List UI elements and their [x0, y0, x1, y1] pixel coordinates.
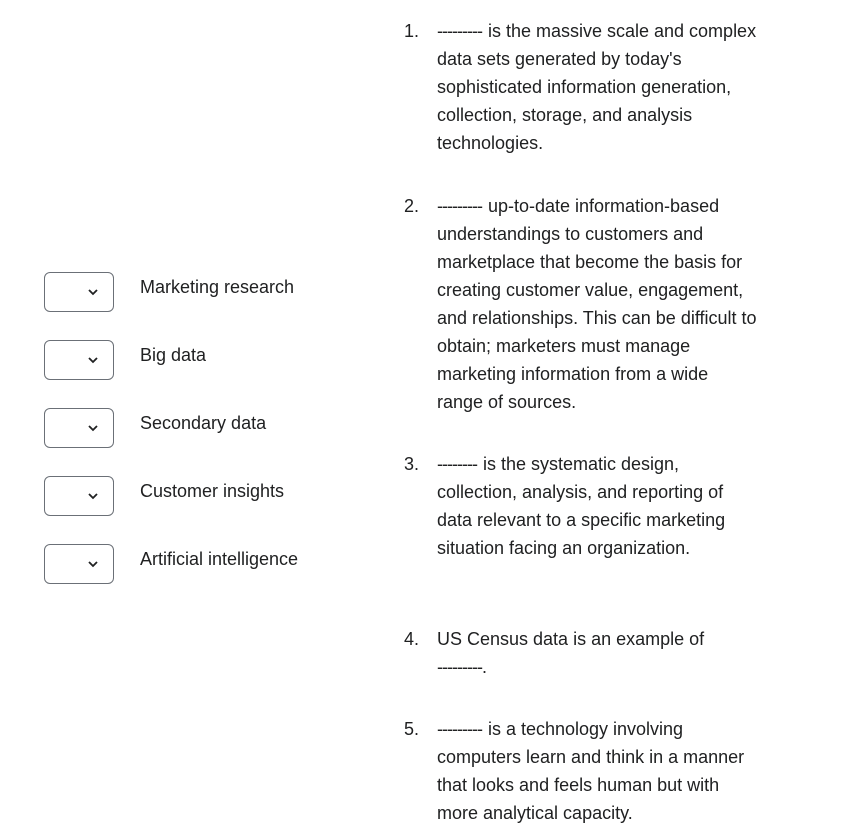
answer-select-customer-insights[interactable] — [44, 476, 114, 516]
answer-blank: --------- — [437, 196, 482, 216]
answer-blank: ---------. — [437, 657, 486, 677]
chevron-down-icon — [88, 287, 98, 297]
term-label: Customer insights — [140, 481, 285, 501]
question-statement: is the systematic design, collection, analysis, and reporting of data relevant to a specific marketing situation facing an organization. — [437, 454, 726, 558]
answer-blank: --------- — [437, 21, 482, 41]
term-row-big-data — [44, 340, 344, 380]
question-text — [437, 450, 757, 562]
term-row-secondary-data — [44, 408, 344, 448]
question-statement: is the massive scale and complex data sets generated by today's sophisticated information generation, collection, storage, and analysis technologies. — [437, 21, 757, 153]
chevron-down-icon — [88, 423, 98, 433]
question-number: 5. — [404, 719, 420, 739]
term-row-customer-insights — [44, 476, 344, 516]
chevron-down-icon — [88, 559, 98, 569]
chevron-down-icon — [88, 355, 98, 365]
answer-select-artificial-intelligence[interactable] — [44, 544, 114, 584]
question-number: 2. — [404, 196, 420, 216]
question-number: 3. — [404, 454, 420, 474]
answer-select-secondary-data[interactable] — [44, 408, 114, 448]
term-label: Artificial intelligence — [140, 549, 299, 569]
question-text — [437, 17, 757, 157]
question-statement: up-to-date information-based understandings to customers and marketplace that become the basis for creating customer value, engagement, and relationships. This can be difficult to obtain; marketers must manage marketing information from a wide range of sources. — [437, 196, 757, 412]
question-text — [437, 625, 757, 681]
question-number: 1. — [404, 21, 420, 41]
term-label: Secondary data — [140, 413, 267, 433]
chevron-down-icon — [88, 491, 98, 501]
answer-select-marketing-research[interactable] — [44, 272, 114, 312]
term-row-artificial-intelligence — [44, 544, 344, 584]
question-text — [437, 715, 757, 827]
question-text — [437, 192, 757, 416]
term-label: Big data — [140, 345, 207, 365]
term-label: Marketing research — [140, 277, 295, 297]
term-row-marketing-research — [44, 272, 344, 312]
question-statement: is a technology involving computers learn and think in a manner that looks and feels human but with more analytical capacity. — [437, 719, 745, 823]
question-number: 4. — [404, 629, 420, 649]
answer-blank: -------- — [437, 454, 477, 474]
answer-blank: --------- — [437, 719, 482, 739]
question-statement: US Census data is an example of — [437, 629, 705, 649]
answer-select-big-data[interactable] — [44, 340, 114, 380]
